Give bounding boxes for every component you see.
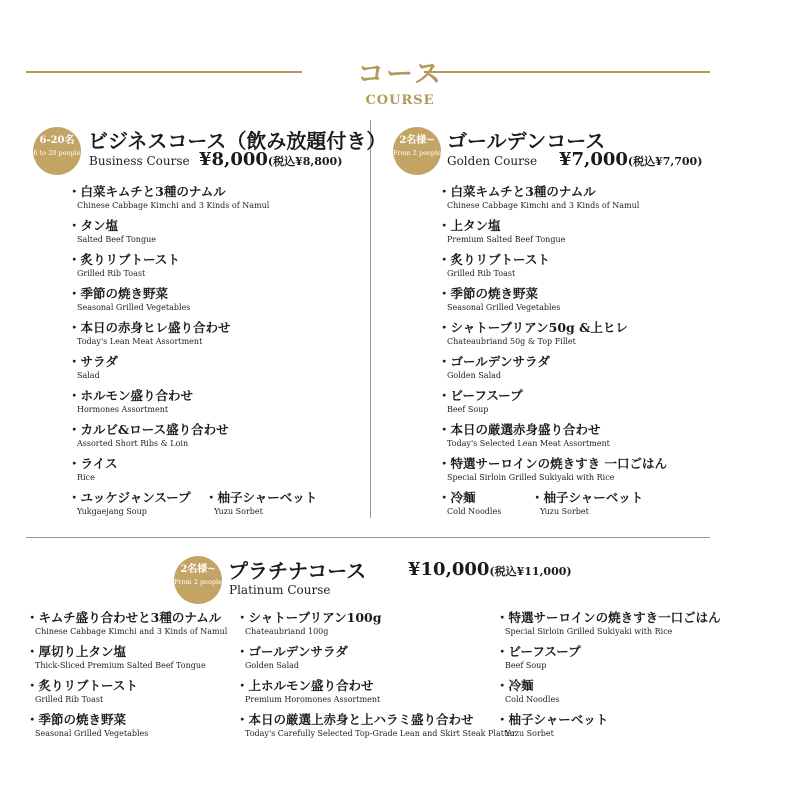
platinum-item: ・特選サーロインの焼きすき一口ごはん Special Sirloin Grilled Sukiyaki with Rice [496, 610, 721, 636]
business-item: ・季節の焼き野菜 Seasonal Grilled Vegetables [68, 286, 191, 312]
business-item: ・白菜キムチと3種のナムル Chinese Cabbage Kimchi and 3 Kinds of Namul [68, 184, 270, 210]
business-item: ・サラダ Salad [68, 354, 118, 380]
business-price: ¥8,000(税込¥8,800) [199, 149, 343, 170]
page-title: コース [357, 59, 443, 90]
golden-badge: 2名様~ From 2 people [393, 127, 441, 175]
business-item: ・カルビ&ロース盛り合わせ Assorted Short Ribs & Loin [68, 422, 229, 448]
platinum-item: ・柚子シャーベット Yuzu Sorbet [496, 712, 609, 738]
golden-item: ・シャトーブリアン50g &上ヒレ Chateaubriand 50g & Top Fillet [438, 320, 628, 346]
platinum-item: ・季節の焼き野菜 Seasonal Grilled Vegetables [26, 712, 149, 738]
platinum-item: ・厚切り上タン塩 Thick-Sliced Premium Salted Beef Tongue [26, 644, 206, 670]
business-item: ・ライス Rice [68, 456, 118, 482]
golden-course-subtitle: Golden Course [447, 154, 538, 168]
business-badge: 6-20名 6 to 20 people [33, 127, 81, 175]
golden-item: ・炙りリブトースト Grilled Rib Toast [438, 252, 550, 278]
golden-item: ・ゴールデンサラダ Golden Salad [438, 354, 550, 380]
platinum-price: ¥10,000(税込¥11,000) [408, 559, 572, 580]
business-item: ・本日の赤身ヒレ盛り合わせ Today's Lean Meat Assortment [68, 320, 231, 346]
golden-item: ・上タン塩 Premium Salted Beef Tongue [438, 218, 566, 244]
column-divider [370, 120, 371, 518]
platinum-item: ・ゴールデンサラダ Golden Salad [236, 644, 348, 670]
golden-item: ・白菜キムチと3種のナムル Chinese Cabbage Kimchi and 3 Kinds of Namul [438, 184, 640, 210]
business-item: ・ホルモン盛り合わせ Hormones Assortment [68, 388, 194, 414]
platinum-item: ・本日の厳選上赤身と上ハラミ盛り合わせ Today's Carefully Selected Top-Grade Lean and Skirt Steak Platter [236, 712, 516, 738]
golden-item: ・本日の厳選赤身盛り合わせ Today's Selected Lean Meat Assortment [438, 422, 610, 448]
platinum-course-title: プラチナコース [228, 559, 367, 583]
platinum-item: ・炙りリブトースト Grilled Rib Toast [26, 678, 138, 704]
page-subtitle: COURSE [365, 93, 435, 108]
business-course-subtitle: Business Course [89, 154, 190, 168]
business-item: ・ユッケジャンスープ Yukgaejang Soup [68, 490, 191, 516]
business-item: ・柚子シャーベット Yuzu Sorbet [205, 490, 318, 516]
platinum-item: ・冷麺 Cold Noodles [496, 678, 560, 704]
golden-item: ・特選サーロインの焼きすき 一口ごはん Special Sirloin Grilled Sukiyaki with Rice [438, 456, 667, 482]
platinum-item: ・キムチ盛り合わせと3種のナムル Chinese Cabbage Kimchi and 3 Kinds of Namul [26, 610, 228, 636]
golden-item: ・季節の焼き野菜 Seasonal Grilled Vegetables [438, 286, 561, 312]
golden-item: ・柚子シャーベット Yuzu Sorbet [531, 490, 644, 516]
business-item: ・タン塩 Salted Beef Tongue [68, 218, 156, 244]
golden-course-title: ゴールデンコース [447, 129, 606, 153]
platinum-item: ・シャトーブリアン100g Chateaubriand 100g [236, 610, 382, 636]
platinum-badge: 2名様~ From 2 people [174, 556, 222, 604]
golden-item: ・冷麺 Cold Noodles [438, 490, 502, 516]
platinum-item: ・上ホルモン盛り合わせ Premium Horomones Assortment [236, 678, 381, 704]
platinum-course-subtitle: Platinum Course [229, 583, 331, 597]
business-course-title: ビジネスコース（飲み放題付き） [88, 129, 387, 153]
platinum-item: ・ビーフスープ Beef Soup [496, 644, 581, 670]
golden-item: ・ビーフスープ Beef Soup [438, 388, 523, 414]
golden-price: ¥7,000(税込¥7,700) [559, 149, 703, 170]
section-divider [26, 537, 710, 538]
business-item: ・炙りリブトースト Grilled Rib Toast [68, 252, 180, 278]
